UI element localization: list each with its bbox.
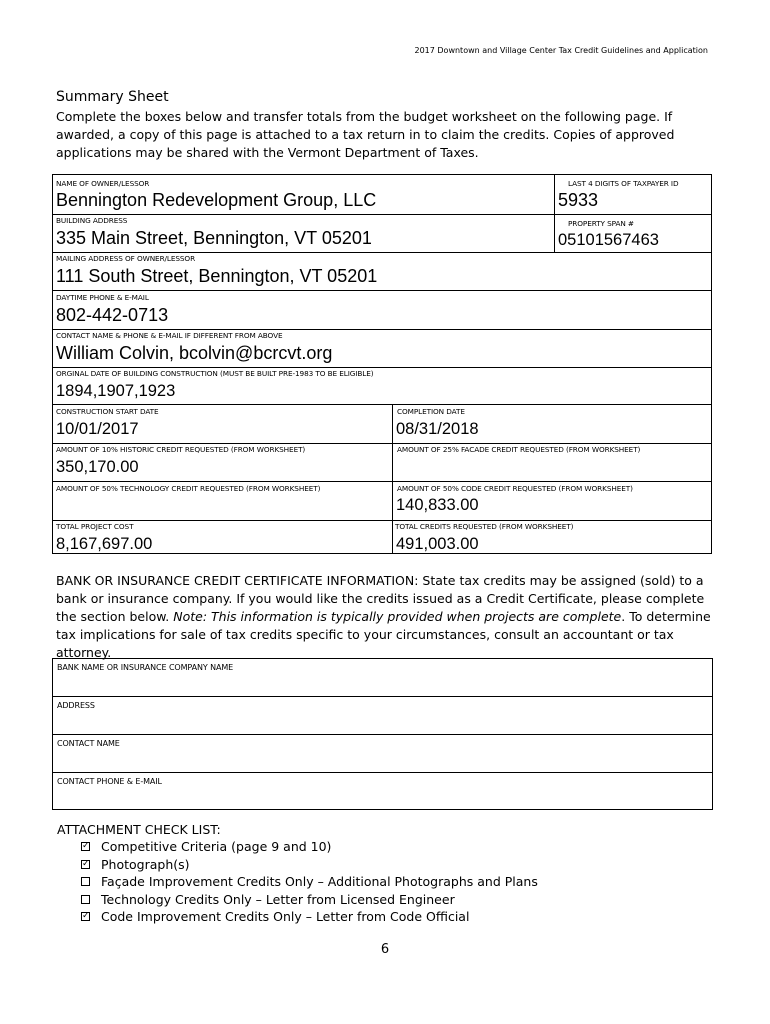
start-date-label: CONSTRUCTION START DATE [56, 407, 159, 416]
page-number: 6 [380, 942, 390, 957]
checklist-title: ATTACHMENT CHECK LIST: [57, 822, 221, 837]
bank-certificate-info [56, 572, 711, 662]
bank-contact-label: CONTACT NAME [57, 739, 120, 748]
code-credit-label: AMOUNT OF 50% CODE CREDIT REQUESTED (FROM WORKSHEET) [397, 484, 633, 493]
span-field[interactable]: 05101567463 [558, 231, 659, 249]
checklist-item [57, 891, 538, 909]
historic-credit-label: AMOUNT OF 10% HISTORIC CREDIT REQUESTED (FROM WORKSHEET) [56, 445, 306, 454]
checkbox-code-improvement[interactable]: ✓ [82, 911, 90, 922]
page-title: Summary Sheet [56, 89, 169, 105]
owner-field[interactable]: Bennington Redevelopment Group, LLC [56, 190, 377, 210]
summary-form [52, 174, 712, 554]
bank-contact-field[interactable] [53, 749, 712, 771]
intro-text: Complete the boxes below and transfer totals from the budget worksheet on the following page. If awarded, a copy of this page is attached to a tax return in to claim the credits. Copies of approved applications may be shared with the Vermont Department of Taxes. [56, 109, 675, 160]
total-credits-field[interactable]: 491,003.00 [396, 535, 479, 553]
bank-address-field[interactable] [53, 711, 712, 733]
mailing-address-field[interactable]: 111 South Street, Bennington, VT 05201 [56, 266, 378, 286]
checklist-item-label: Code Improvement Credits Only – Letter from Code Official [101, 909, 470, 925]
technology-credit-label: AMOUNT OF 50% TECHNOLOGY CREDIT REQUESTED (FROM WORKSHEET) [56, 484, 321, 493]
attachment-checklist [57, 822, 538, 926]
taxpayer-id-field[interactable]: 5933 [558, 190, 599, 210]
bank-address-label: ADDRESS [57, 701, 95, 710]
building-address-field[interactable]: 335 Main Street, Bennington, VT 05201 [56, 228, 372, 248]
original-date-field[interactable]: 1894,1907,1923 [56, 382, 176, 400]
phone-field[interactable]: 802-442-0713 [56, 305, 169, 325]
span-label: PROPERTY SPAN # [568, 219, 634, 228]
original-date-label: ORGINAL DATE OF BUILDING CONSTRUCTION (MUST BE BUILT PRE-1983 TO BE ELIGIBLE) [56, 369, 374, 378]
contact-field[interactable]: William Colvin, bcolvin@bcrcvt.org [56, 343, 333, 363]
mailing-address-label: MAILING ADDRESS OF OWNER/LESSOR [56, 254, 196, 263]
checkbox-facade-improvement[interactable] [81, 877, 90, 886]
start-date-field[interactable]: 10/01/2017 [56, 420, 139, 438]
building-address-label: BUILDING ADDRESS [56, 216, 128, 225]
facade-credit-label: AMOUNT OF 25% FACADE CREDIT REQUESTED (FROM WORKSHEET) [397, 445, 641, 454]
total-cost-field[interactable]: 8,167,697.00 [56, 535, 153, 553]
historic-credit-field[interactable]: 350,170.00 [56, 458, 139, 476]
checkbox-photographs[interactable]: ✓ [82, 858, 90, 869]
phone-label: DAYTIME PHONE & E-MAIL [56, 293, 149, 302]
total-credits-label: TOTAL CREDITS REQUESTED (FROM WORKSHEET) [395, 522, 574, 531]
bank-name-label: BANK NAME OR INSURANCE COMPANY NAME [57, 663, 234, 672]
checklist-item [57, 838, 538, 856]
checklist-item [57, 908, 538, 926]
bank-phone-field[interactable] [53, 787, 712, 809]
checkbox-technology-credits[interactable] [81, 895, 90, 904]
bank-form [52, 658, 713, 810]
document-header: 2017 Downtown and Village Center Tax Credit Guidelines and Application [414, 46, 708, 55]
checklist-item-label: Façade Improvement Credits Only – Additional Photographs and Plans [101, 874, 538, 890]
contact-label: CONTACT NAME & PHONE & E-MAIL IF DIFFERENT FROM ABOVE [56, 331, 283, 340]
bank-phone-label: CONTACT PHONE & E-MAIL [57, 777, 162, 786]
checklist-item [57, 856, 538, 874]
checklist-item-label: Competitive Criteria (page 9 and 10) [101, 839, 332, 854]
bank-intro-text: BANK OR INSURANCE CREDIT CERTIFICATE INFORMATION: State tax credits may be assigned (sold) to a bank or insurance company. If you would like the credits issued as a Credit Certificate, please complete the section below. [56, 573, 705, 624]
total-cost-label: TOTAL PROJECT COST [56, 522, 134, 531]
checkbox-competitive-criteria[interactable]: ✓ [82, 841, 90, 851]
checklist-item [57, 873, 538, 891]
checklist-item-label: Photograph(s) [101, 856, 190, 872]
owner-label: NAME OF OWNER/LESSOR [56, 179, 150, 188]
completion-date-label: COMPLETION DATE [397, 407, 465, 416]
code-credit-field[interactable]: 140,833.00 [396, 496, 479, 514]
taxpayer-id-label: LAST 4 DIGITS OF TAXPAYER ID [568, 179, 679, 188]
bank-name-field[interactable] [53, 673, 712, 695]
bank-intro-text-end: . To determine tax implications for sale of tax credits specific to your circumstances, consult an accountant or tax attorney. [56, 609, 711, 660]
checklist-item-label: Technology Credits Only – Letter from Licensed Engineer [101, 891, 455, 907]
completion-date-field[interactable]: 08/31/2018 [396, 420, 479, 438]
bank-intro-note: Note: This information is typically provided when projects are complete [173, 609, 622, 624]
